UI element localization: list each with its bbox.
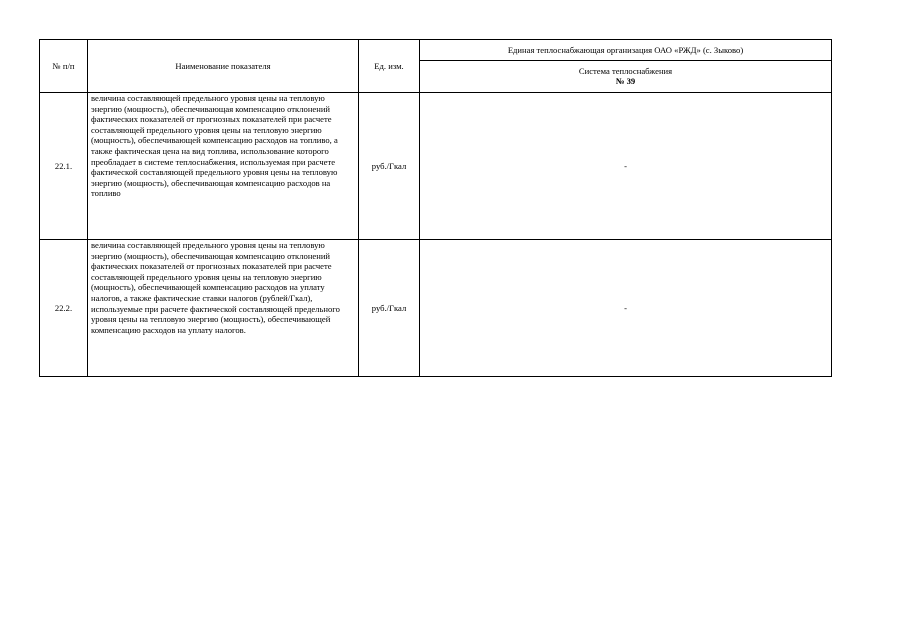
row-indicator-name xyxy=(88,240,359,377)
header-organization: Единая теплоснабжающая организация ОАО «РЖД» (с. Зыково) xyxy=(420,40,832,61)
heat-system-number: № 39 xyxy=(615,76,636,87)
row-indicator-text: величина составляющей предельного уровня цены на тепловую энергию (мощность), обеспечивающая компенсацию отклонений фактических показателей от прогнозных показателей при расчете составляющей предельного уровня цены на тепловую энергию (мощность), обеспечивающей компенсацию расходов на уплату налогов, а также фактические ставки налогов (рублей/Гкал), используемые при расчете фактической составляющей предельного уровня цены на тепловую энергию (мощность), обеспечивающей компенсацию расходов на уплату налогов. xyxy=(91,240,340,335)
header-number: № п/п xyxy=(40,40,88,93)
row-value: - xyxy=(420,240,832,377)
table-row xyxy=(40,240,832,377)
table-row xyxy=(40,93,832,240)
row-unit: руб./Гкал xyxy=(359,93,420,240)
heat-system-label: Система теплоснабжения xyxy=(578,65,673,76)
row-unit: руб./Гкал xyxy=(359,240,420,377)
row-indicator-text: величина составляющей предельного уровня цены на тепловую энергию (мощность), обеспечивающая компенсацию отклонений фактических показателей от прогнозных показателей при расчете составляющей предельного уровня цены на тепловую энергию (мощность), обеспечивающей компенсацию расходов на топливо, а также фактическая цена на вид топлива, использование которого преобладает в системе теплоснабжения, используемая при расчете фактической составляющей предельного уровня цены на тепловую энергию (мощность), обеспечивающая компенсацию расходов на топливо xyxy=(91,93,338,199)
header-heat-system xyxy=(420,60,832,92)
header-unit: Ед. изм. xyxy=(359,40,420,93)
indicators-table xyxy=(39,39,832,377)
row-number: 22.2. xyxy=(40,240,88,377)
row-value: - xyxy=(420,93,832,240)
row-indicator-name xyxy=(88,93,359,240)
row-number: 22.1. xyxy=(40,93,88,240)
header-row-top xyxy=(40,40,832,61)
header-indicator-name: Наименование показателя xyxy=(88,40,359,93)
